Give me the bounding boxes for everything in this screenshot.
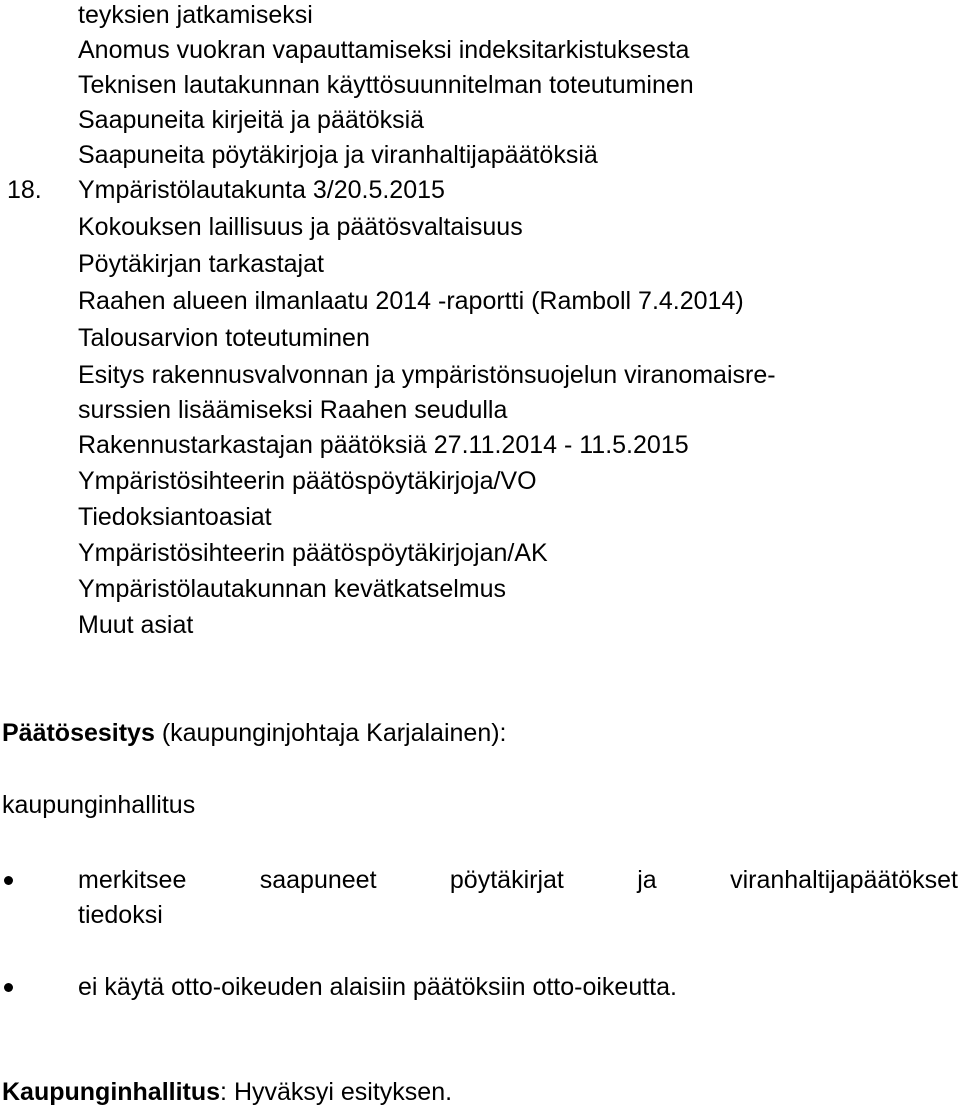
proposal-body: kaupunginhallitus <box>2 791 196 819</box>
agenda-line: surssien lisäämiseksi Raahen seudulla <box>78 396 508 424</box>
item-number: 18. <box>7 176 42 204</box>
agenda-line: Rakennustarkastajan päätöksiä 27.11.2014 - 11.5.2015 <box>78 431 689 459</box>
agenda-line: Anomus vuokran vapauttamiseksi indeksitarkistuksesta <box>78 36 690 64</box>
agenda-line: Saapuneita pöytäkirjoja ja viranhaltijapäätöksiä <box>78 141 598 169</box>
item-title: Ympäristölautakunta 3/20.5.2015 <box>78 176 445 204</box>
bullet-word: merkitsee <box>78 866 187 894</box>
agenda-line: teyksien jatkamiseksi <box>78 1 313 29</box>
agenda-line: Raahen alueen ilmanlaatu 2014 -raportti (Ramboll 7.4.2014) <box>78 287 744 315</box>
agenda-line: Talousarvion toteutuminen <box>78 324 370 352</box>
agenda-line: Ympäristösihteerin päätöspöytäkirjoja/VO <box>78 467 537 495</box>
proposal-heading <box>2 718 507 748</box>
bullet-item-1 <box>78 865 958 895</box>
agenda-line: Ympäristösihteerin päätöspöytäkirjojan/AK <box>78 539 548 567</box>
bullet-word: viranhaltijapäätökset <box>730 866 958 894</box>
agenda-line: Saapuneita kirjeitä ja päätöksiä <box>78 106 425 134</box>
agenda-line: Kokouksen laillisuus ja päätösvaltaisuus <box>78 213 523 241</box>
agenda-line: Pöytäkirjan tarkastajat <box>78 250 324 278</box>
bullet-word: ja <box>637 866 657 894</box>
bullet-icon <box>4 983 13 992</box>
proposal-label: Päätösesitys <box>2 719 155 747</box>
bullet-item-2: ei käytä otto-oikeuden alaisiin päätöksiin otto-oikeutta. <box>78 973 677 1001</box>
agenda-line: Muut asiat <box>78 611 194 639</box>
agenda-line: Tiedoksiantoasiat <box>78 503 272 531</box>
agenda-line: Ympäristölautakunnan kevätkatselmus <box>78 575 507 603</box>
agenda-line: Esitys rakennusvalvonnan ja ympäristönsuojelun viranomaisre- <box>78 361 776 389</box>
agenda-line: Teknisen lautakunnan käyttösuunnitelman toteutuminen <box>78 71 694 99</box>
bullet-word: saapuneet <box>259 866 377 894</box>
bullet-icon <box>4 876 13 885</box>
proposal-presenter: (kaupunginjohtaja Karjalainen): <box>154 719 507 747</box>
decision-label: Kaupunginhallitus <box>2 1078 221 1106</box>
decision-line <box>2 1077 452 1107</box>
decision-text: : Hyväksyi esityksen. <box>220 1078 453 1106</box>
bullet-item-1-continuation: tiedoksi <box>78 901 163 929</box>
bullet-word: pöytäkirjat <box>449 866 564 894</box>
